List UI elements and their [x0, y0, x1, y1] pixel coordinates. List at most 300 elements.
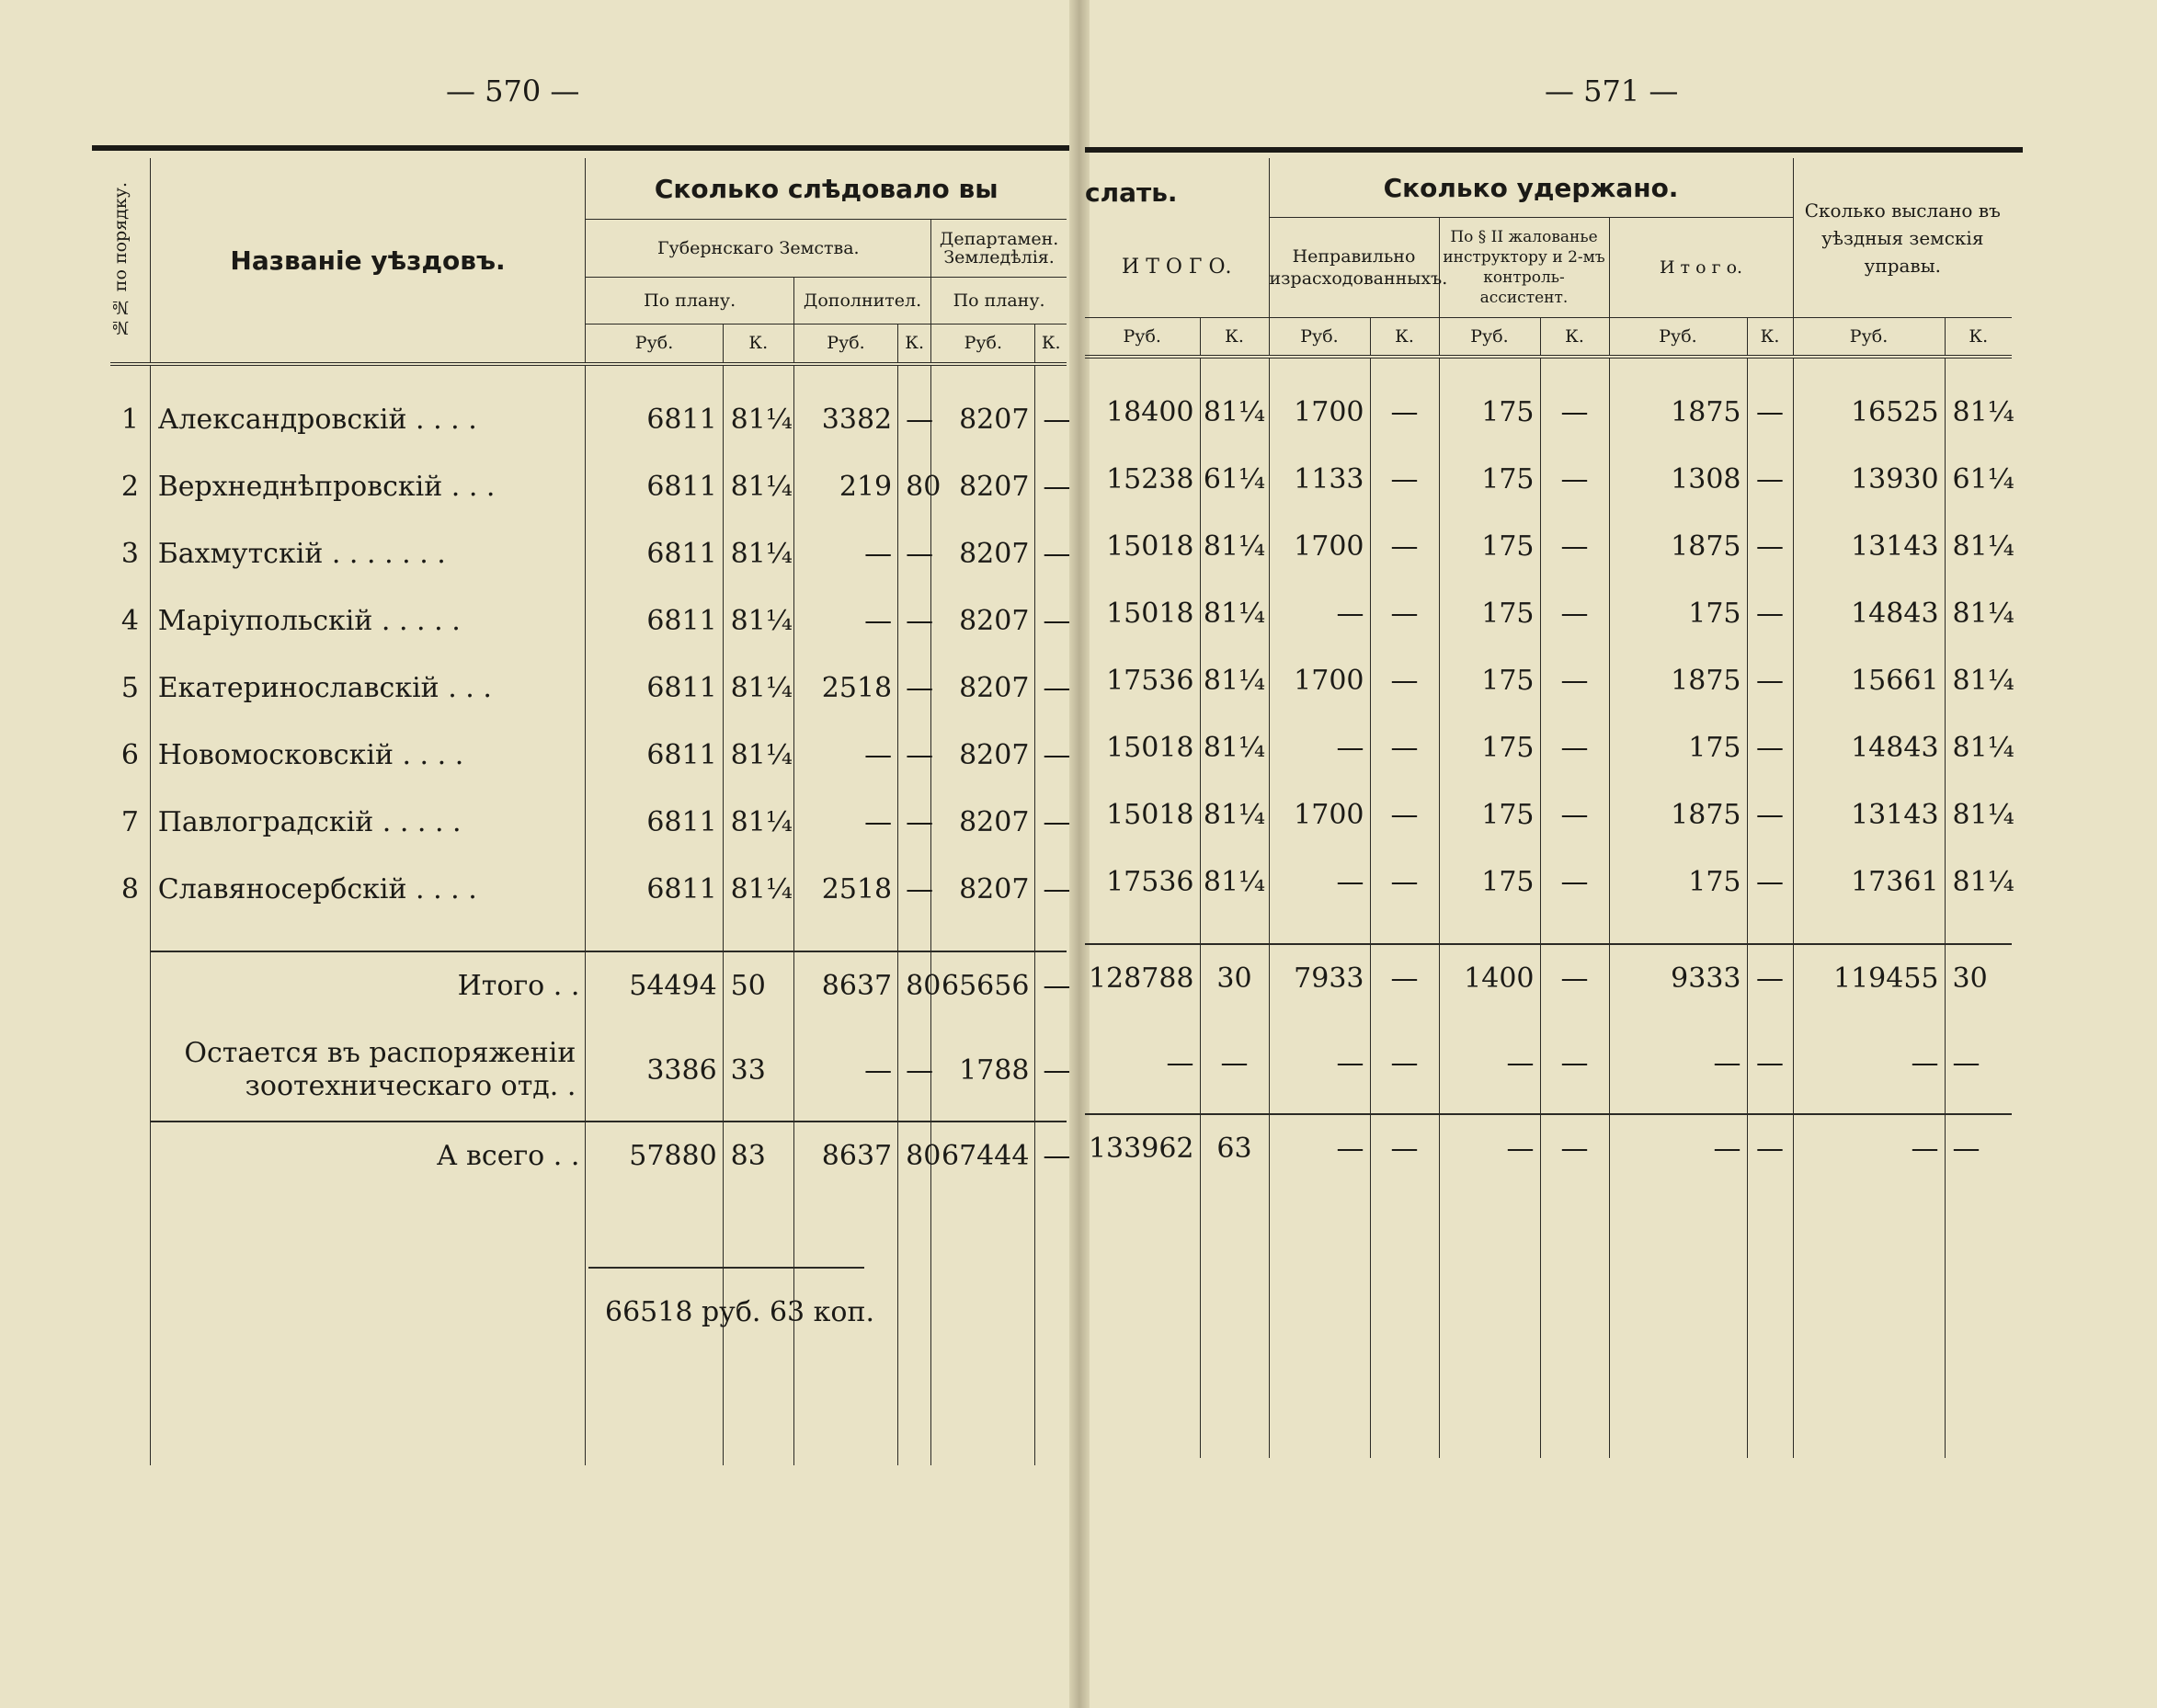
salary-withheld-rub: 175: [1439, 379, 1540, 446]
salary-withheld-kop: —: [1540, 848, 1609, 916]
additional-kop: —: [898, 655, 931, 722]
spacer-row: [1085, 916, 2012, 944]
district-name: Славяносербскій . . . .: [150, 856, 586, 923]
tail-cell: [1609, 1182, 1747, 1458]
sent-to-uprava-kop: —: [1952, 1046, 1980, 1079]
itogo-sent-kop: 81¼: [1200, 379, 1269, 446]
salary-withheld-rub: —: [1439, 1012, 1540, 1114]
additional-rub: —: [793, 520, 897, 587]
spacer-cell: [1035, 923, 1067, 951]
additional-header: Дополнител.: [793, 278, 930, 325]
table-row: [1085, 513, 2012, 580]
page-number-left: — 570 —: [446, 74, 580, 108]
dept-plan-rub: 67444: [931, 1122, 1035, 1190]
itogo-sent-label: И Т О Г О.: [1122, 255, 1232, 279]
wrongly-spent-kop: —: [1370, 848, 1439, 916]
itogo-withheld-kop: —: [1747, 647, 1793, 714]
dept-plan-rub: 8207: [931, 386, 1035, 453]
tail-cell: [1035, 1190, 1067, 1465]
wrongly-spent-rub: 1700: [1269, 781, 1370, 848]
additional-rub: 8637: [793, 1122, 897, 1190]
table-row: [110, 520, 1067, 587]
dept-plan-header: По плану.: [931, 278, 1067, 325]
gub-plan-kop: 81¼: [723, 386, 793, 453]
gub-plan-rub: 6811: [586, 655, 723, 722]
district-name: Павлоградскій . . . . .: [150, 789, 586, 856]
spacer-cell: [1540, 916, 1609, 944]
dept-plan-rub: 8207: [931, 722, 1035, 789]
additional-rub: —: [793, 1019, 897, 1122]
dept-plan-rub: 1788: [931, 1019, 1035, 1122]
salary-withheld-rub: 175: [1439, 714, 1540, 781]
spacer-row: [110, 923, 1067, 951]
additional-rub: 3382: [793, 386, 897, 453]
wrongly-spent-kop: —: [1370, 714, 1439, 781]
right-table: [1085, 158, 2012, 1458]
wrongly-spent-kop: —: [1370, 580, 1439, 647]
spacer-cell: [1747, 916, 1793, 944]
spacer-row: [110, 364, 1067, 386]
additional-kop: 80: [898, 453, 931, 520]
table-row: [1085, 446, 2012, 513]
tail-cell: [1540, 1182, 1609, 1458]
sent-to-uprava-rub: 14843: [1793, 580, 1945, 647]
sent-to-uprava-rub: —: [1793, 1114, 1945, 1182]
table-row: [1085, 580, 2012, 647]
gub-plan-rub: 6811: [586, 386, 723, 453]
salary-withheld-rub: 1400: [1439, 944, 1540, 1012]
itogo-sent-kop: 81¼: [1200, 647, 1269, 714]
gub-plan-kop: 81¼: [723, 789, 793, 856]
itogo-sent-rub: —: [1085, 1012, 1200, 1114]
spacer-cell: [150, 923, 586, 951]
gub-plan-kop: 81¼: [723, 453, 793, 520]
should-send-header: Сколько слѣдовало вы: [586, 158, 1067, 220]
sent-to-uprava-rub: 17361: [1793, 848, 1945, 916]
sent-to-uprava-rub: 13930: [1793, 446, 1945, 513]
wrongly-spent-kop: —: [1370, 1012, 1439, 1114]
spacer-cell: [1793, 916, 1945, 944]
itogo-sent-rub: 15018: [1085, 714, 1200, 781]
dept-plan-kop: —: [1043, 739, 1071, 771]
row-number: 5: [110, 655, 150, 722]
dept-plan-kop: —: [1043, 873, 1071, 905]
rub-header: Руб.: [1439, 318, 1540, 358]
dept-plan-rub: 8207: [931, 655, 1035, 722]
row-number: 3: [110, 520, 150, 587]
additional-kop: —: [898, 722, 931, 789]
district-header: Названіе уѣздовъ.: [150, 158, 586, 364]
itogo-sent-kop: 81¼: [1200, 513, 1269, 580]
district-name: Верхнеднѣпровскій . . .: [150, 453, 586, 520]
tail-cell: [150, 1190, 586, 1465]
spacer-cell: [1200, 916, 1269, 944]
spacer-cell: [1439, 916, 1540, 944]
tail-row: [110, 1190, 1067, 1465]
left-table: [110, 158, 1071, 1465]
sent-to-uprava-header: Сколько выслано въ уѣздныя земскія управы.: [1793, 158, 2012, 318]
rub-header: Руб.: [793, 324, 897, 364]
wrongly-spent-rub: —: [1269, 848, 1370, 916]
salary-withheld-rub: 175: [1439, 781, 1540, 848]
sent-to-uprava-kop: 81¼: [1952, 732, 2014, 764]
table-row: [1085, 379, 2012, 446]
itogo-withheld-rub: —: [1609, 1114, 1747, 1182]
itogo-withheld-kop: —: [1747, 848, 1793, 916]
sent-to-uprava-kop: —: [1945, 1114, 2012, 1182]
district-name: Итого . .: [150, 951, 586, 1019]
dept-plan-rub: 8207: [931, 587, 1035, 655]
dept-plan-rub: 8207: [931, 520, 1035, 587]
total-row: [1085, 1114, 2012, 1182]
gub-plan-rub: 6811: [586, 789, 723, 856]
salary-withheld-kop: —: [1540, 647, 1609, 714]
salary-withheld-rub: 175: [1439, 513, 1540, 580]
itogo-withheld-kop: —: [1747, 1114, 1793, 1182]
plan-header: По плану.: [586, 278, 794, 325]
additional-kop: —: [898, 789, 931, 856]
district-name: Бахмутскій . . . . . . .: [150, 520, 586, 587]
itogo-sent-kop: 81¼: [1200, 580, 1269, 647]
kop-header: К.: [1540, 318, 1609, 358]
additional-rub: —: [793, 587, 897, 655]
itogo-sent-kop: 63: [1200, 1114, 1269, 1182]
dept-plan-kop: —: [1043, 1053, 1071, 1087]
sent-to-uprava-rub: 14843: [1793, 714, 1945, 781]
total-row: [1085, 944, 2012, 1012]
table-row: [110, 655, 1067, 722]
itogo-withheld-kop: —: [1747, 714, 1793, 781]
itogo-withheld-rub: 175: [1609, 580, 1747, 647]
wrongly-spent-kop: —: [1370, 781, 1439, 848]
sent-to-uprava-kop: 61¼: [1952, 463, 2014, 495]
district-name: Маріупольскій . . . . .: [150, 587, 586, 655]
itogo-sent-kop: —: [1200, 1012, 1269, 1114]
gub-plan-rub: 6811: [586, 587, 723, 655]
sent-to-uprava-rub: 15661: [1793, 647, 1945, 714]
tail-cell: [898, 1190, 931, 1465]
spacer-cell: [898, 364, 931, 386]
itogo-withheld-kop: —: [1747, 944, 1793, 1012]
spacer-cell: [793, 923, 897, 951]
wrongly-spent-rub: —: [1269, 1012, 1370, 1114]
spacer-cell: [793, 364, 897, 386]
salary-withheld-rub: 175: [1439, 647, 1540, 714]
row-number: 1: [110, 386, 150, 453]
table-row: [1085, 781, 2012, 848]
row-number: [110, 1122, 150, 1190]
kop-header: К.: [1945, 318, 2012, 358]
tail-cell: [1439, 1182, 1540, 1458]
spacer-cell: [1747, 357, 1793, 379]
wrongly-spent-kop: —: [1370, 513, 1439, 580]
rub-header: Руб.: [1609, 318, 1747, 358]
kop-header: К.: [723, 324, 793, 364]
spacer-cell: [1269, 357, 1370, 379]
spacer-cell: [586, 923, 723, 951]
itogo-sent-kop: 81¼: [1200, 781, 1269, 848]
itogo-withheld-kop: —: [1747, 781, 1793, 848]
spacer-cell: [1609, 916, 1747, 944]
itogo-withheld-kop: —: [1747, 379, 1793, 446]
dept-plan-rub: 8207: [931, 789, 1035, 856]
itogo-withheld-rub: 175: [1609, 848, 1747, 916]
top-rule-left: [92, 145, 1069, 151]
sent-to-uprava-rub: 119455: [1793, 944, 1945, 1012]
itogo-withheld-rub: 1308: [1609, 446, 1747, 513]
row-number: [110, 1019, 150, 1122]
rub-header: Руб.: [586, 324, 723, 364]
rub-header: Руб.: [1793, 318, 1945, 358]
should-send-cont: слать.: [1085, 176, 1178, 208]
itogo-sent-rub: 128788: [1085, 944, 1200, 1012]
gub-plan-kop: 83: [723, 1122, 793, 1190]
spacer-cell: [723, 364, 793, 386]
itogo-sent-kop: 30: [1200, 944, 1269, 1012]
row-number: 6: [110, 722, 150, 789]
salary-withheld-kop: —: [1540, 513, 1609, 580]
salary-withheld-kop: —: [1540, 714, 1609, 781]
rub-header: Руб.: [1269, 318, 1370, 358]
kop-header: К.: [1035, 324, 1067, 364]
dept-plan-kop: —: [1043, 471, 1071, 503]
sent-to-uprava-kop: 81¼: [1952, 799, 2014, 831]
additional-rub: —: [793, 722, 897, 789]
spacer-cell: [1269, 916, 1370, 944]
gub-plan-kop: 81¼: [723, 655, 793, 722]
table-row: [110, 386, 1067, 453]
district-name: Остается въ распоряженіи зоотехническаго отд. .: [150, 1019, 586, 1122]
wrongly-spent-kop: —: [1370, 1114, 1439, 1182]
itogo-withheld-rub: 1875: [1609, 647, 1747, 714]
sum-brace: [588, 1267, 864, 1269]
sent-to-uprava-kop: 81¼: [1952, 866, 2014, 898]
wrongly-spent-kop: —: [1370, 944, 1439, 1012]
dept-plan-rub: 8207: [931, 856, 1035, 923]
itogo-withheld-header: И т о г о.: [1609, 218, 1793, 318]
itogo-withheld-rub: 1875: [1609, 379, 1747, 446]
district-name: Новомосковскій . . . .: [150, 722, 586, 789]
table-row: [1085, 647, 2012, 714]
dept-plan-rub: 65656: [931, 951, 1035, 1019]
additional-rub: 8637: [793, 951, 897, 1019]
additional-rub: 219: [793, 453, 897, 520]
gub-plan-rub: 54494: [586, 951, 723, 1019]
itogo-sent-kop: 81¼: [1200, 714, 1269, 781]
total-row: [110, 1019, 1067, 1122]
spacer-cell: [110, 364, 150, 386]
sent-to-uprava-kop: 81¼: [1952, 530, 2014, 563]
gub-zemstvo-header: Губернскаго Земства.: [586, 220, 931, 278]
total-row: [110, 1122, 1067, 1190]
salary-withheld-rub: 175: [1439, 580, 1540, 647]
withheld-header: Сколько удержано.: [1269, 158, 1793, 218]
spacer-cell: [1540, 357, 1609, 379]
row-number: 8: [110, 856, 150, 923]
tail-cell: [1793, 1182, 1945, 1458]
rub-header: Руб.: [931, 324, 1035, 364]
wrongly-spent-kop: —: [1370, 379, 1439, 446]
summary-note: 66518 руб. 63 коп.: [605, 1296, 875, 1328]
kop-header: К.: [1370, 318, 1439, 358]
wrongly-spent-kop: —: [1370, 446, 1439, 513]
additional-rub: —: [793, 789, 897, 856]
spacer-cell: [1370, 916, 1439, 944]
wrongly-spent-rub: 1700: [1269, 513, 1370, 580]
additional-kop: 80: [898, 951, 931, 1019]
total-row: [1085, 1012, 2012, 1114]
salary-withheld-kop: —: [1540, 944, 1609, 1012]
wrongly-spent-rub: 1700: [1269, 647, 1370, 714]
kop-header: К.: [898, 324, 931, 364]
gub-plan-kop: 81¼: [723, 587, 793, 655]
tail-cell: [1269, 1182, 1370, 1458]
tail-cell: [1370, 1182, 1439, 1458]
salary-withheld-rub: 175: [1439, 446, 1540, 513]
salary-withheld-kop: —: [1540, 446, 1609, 513]
spacer-cell: [1085, 357, 1200, 379]
dept-plan-kop: —: [1043, 605, 1071, 637]
gub-plan-kop: 81¼: [723, 722, 793, 789]
spacer-cell: [898, 923, 931, 951]
row-number: 4: [110, 587, 150, 655]
row-number: 2: [110, 453, 150, 520]
wrongly-spent-rub: 1700: [1269, 379, 1370, 446]
spacer-cell: [1370, 357, 1439, 379]
itogo-withheld-kop: —: [1747, 1012, 1793, 1114]
spacer-cell: [931, 364, 1035, 386]
gub-plan-rub: 6811: [586, 453, 723, 520]
salary-withheld-kop: —: [1540, 1114, 1609, 1182]
sent-to-uprava-rub: 13143: [1793, 781, 1945, 848]
itogo-sent-rub: 133962: [1085, 1114, 1200, 1182]
order-header: №№ по порядку.: [110, 158, 150, 364]
salary-withheld-kop: —: [1540, 580, 1609, 647]
tail-cell: [1085, 1182, 1200, 1458]
wrongly-spent-rub: 7933: [1269, 944, 1370, 1012]
tail-cell: [1747, 1182, 1793, 1458]
dept-plan-kop: —: [1035, 951, 1067, 1019]
spacer-cell: [150, 364, 586, 386]
table-row: [110, 789, 1067, 856]
spacer-cell: [1085, 916, 1200, 944]
spacer-cell: [1945, 916, 2012, 944]
row-number: [110, 951, 150, 1019]
dept-plan-kop: —: [1043, 672, 1071, 704]
kop-header: К.: [1200, 318, 1269, 358]
table-row: [110, 587, 1067, 655]
sent-to-uprava-kop: 81¼: [1952, 396, 2014, 428]
sent-to-uprava-rub: —: [1793, 1012, 1945, 1114]
table-row: [110, 722, 1067, 789]
gub-plan-kop: 81¼: [723, 856, 793, 923]
gub-plan-rub: 6811: [586, 520, 723, 587]
total-row: [110, 951, 1067, 1019]
tail-row: [1085, 1182, 2012, 1458]
table-row: [110, 856, 1067, 923]
additional-kop: —: [898, 520, 931, 587]
additional-kop: —: [898, 587, 931, 655]
tail-cell: [110, 1190, 150, 1465]
page-number-right: — 571 —: [1545, 74, 1679, 108]
spacer-cell: [1945, 357, 2012, 379]
itogo-sent-rub: 17536: [1085, 848, 1200, 916]
salary-withheld-rub: 175: [1439, 848, 1540, 916]
itogo-withheld-rub: 1875: [1609, 781, 1747, 848]
wrongly-spent-rub: —: [1269, 580, 1370, 647]
itogo-sent-rub: 15018: [1085, 513, 1200, 580]
gub-plan-rub: 57880: [586, 1122, 723, 1190]
gub-plan-rub: 6811: [586, 856, 723, 923]
wrongly-spent-kop: —: [1370, 647, 1439, 714]
dept-plan-kop: —: [1035, 1122, 1067, 1190]
gub-plan-kop: 33: [723, 1019, 793, 1122]
sent-to-uprava-rub: 16525: [1793, 379, 1945, 446]
gub-plan-kop: 50: [723, 951, 793, 1019]
spacer-cell: [1035, 364, 1067, 386]
salary-header: По § II жалованье инструктору и 2-мъ контроль-ассистент.: [1439, 218, 1609, 318]
itogo-sent-rub: 15238: [1085, 446, 1200, 513]
itogo-withheld-rub: 175: [1609, 714, 1747, 781]
spacer-cell: [1609, 357, 1747, 379]
itogo-sent-kop: 81¼: [1200, 848, 1269, 916]
itogo-sent-rub: 15018: [1085, 781, 1200, 848]
sent-to-uprava-kop: 81¼: [1952, 598, 2014, 630]
additional-kop: —: [898, 856, 931, 923]
itogo-sent-kop: 61¼: [1200, 446, 1269, 513]
table-row: [1085, 714, 2012, 781]
dept-header: Департамен. Земледѣлія.: [931, 220, 1067, 278]
salary-withheld-kop: —: [1540, 781, 1609, 848]
spacer-cell: [723, 923, 793, 951]
itogo-sent-rub: 17536: [1085, 647, 1200, 714]
district-name: А всего . .: [150, 1122, 586, 1190]
sent-to-uprava-rub: 13143: [1793, 513, 1945, 580]
district-name: Александровскій . . . .: [150, 386, 586, 453]
tail-cell: [1200, 1182, 1269, 1458]
spacer-cell: [1439, 357, 1540, 379]
itogo-withheld-rub: 1875: [1609, 513, 1747, 580]
gub-plan-rub: 3386: [586, 1019, 723, 1122]
spacer-cell: [586, 364, 723, 386]
additional-kop: 80: [898, 1122, 931, 1190]
spacer-cell: [110, 923, 150, 951]
dept-plan-kop: —: [1043, 806, 1071, 838]
spacer-row: [1085, 357, 2012, 379]
additional-rub: 2518: [793, 856, 897, 923]
tail-cell: [1945, 1182, 2012, 1458]
spacer-cell: [1793, 357, 1945, 379]
gub-plan-rub: 6811: [586, 722, 723, 789]
itogo-sent-header: [1085, 158, 1269, 318]
dept-plan-rub: 8207: [931, 453, 1035, 520]
dept-plan-kop: —: [1043, 538, 1071, 570]
additional-kop: —: [898, 386, 931, 453]
sent-to-uprava-kop: 30: [1945, 944, 2012, 1012]
wrongly-spent-rub: —: [1269, 1114, 1370, 1182]
spacer-cell: [1200, 357, 1269, 379]
dept-plan-kop: —: [1043, 404, 1071, 436]
itogo-withheld-rub: 9333: [1609, 944, 1747, 1012]
top-rule-right: [1085, 147, 2023, 153]
salary-withheld-rub: —: [1439, 1114, 1540, 1182]
district-name: Екатеринославскій . . .: [150, 655, 586, 722]
itogo-withheld-kop: —: [1747, 446, 1793, 513]
itogo-withheld-kop: —: [1747, 513, 1793, 580]
spacer-cell: [931, 923, 1035, 951]
table-row: [1085, 848, 2012, 916]
wrongly-spent-header: Неправильно израсходованныхъ.: [1269, 218, 1439, 318]
